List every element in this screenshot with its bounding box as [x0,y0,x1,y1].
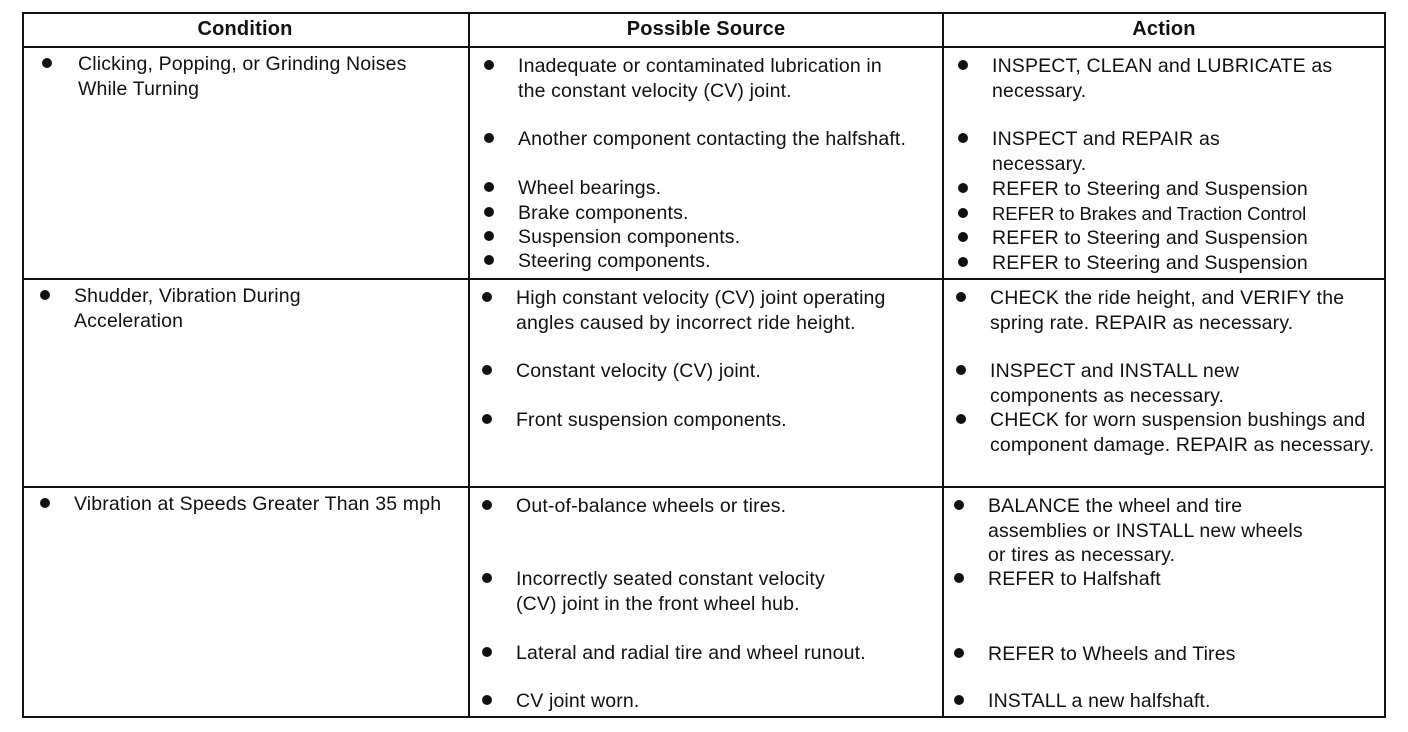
bullet-icon [482,647,492,657]
bullet-icon [954,648,964,658]
action-text: INSTALL a new halfshaft. [988,690,1211,712]
bullet-icon [42,58,52,68]
source-text: Lateral and radial tire and wheel runout. [516,642,866,664]
bullet-icon [484,231,494,241]
action-text: REFER to Halfshaft [988,568,1161,590]
action-text: INSPECT, CLEAN and LUBRICATE as necessary. [992,55,1333,102]
row-divider-2 [22,486,1386,488]
troubleshooting-table [22,12,1386,718]
table-bottom-border [22,716,1386,718]
action-text: INSPECT and REPAIR as necessary. [992,128,1220,175]
bullet-icon [482,500,492,510]
bullet-icon [482,365,492,375]
action-text: REFER to Wheels and Tires [988,643,1236,665]
source-text: Another component contacting the halfshaft. [518,128,907,150]
source-text: Incorrectly seated constant velocity (CV) joint in the front wheel hub. [516,568,825,615]
bullet-icon [958,183,968,193]
table-left-border [22,12,24,718]
source-text: Inadequate or contaminated lubrication in the constant velocity (CV) joint. [518,55,882,102]
source-text: Steering components. [518,250,711,272]
source-text: Suspension components. [518,226,741,248]
bullet-icon [958,60,968,70]
action-text: INSPECT and INSTALL new components as necessary. [990,360,1240,407]
bullet-icon [482,573,492,583]
bullet-icon [484,207,494,217]
column-divider-2 [942,12,944,718]
bullet-icon [956,365,966,375]
bullet-icon [482,695,492,705]
bullet-icon [958,208,968,218]
action-text: CHECK for worn suspension bushings and component damage. REPAIR as necessary. [990,409,1375,456]
bullet-icon [958,232,968,242]
source-text: Brake components. [518,202,689,224]
bullet-icon [482,292,492,302]
header-possible-source: Possible Source [626,17,786,40]
source-text: Out-of-balance wheels or tires. [516,495,787,517]
action-text: REFER to Steering and Suspension [992,178,1308,200]
source-text: Front suspension components. [516,409,787,431]
condition-text: Vibration at Speeds Greater Than 35 mph [74,493,442,515]
header-condition: Condition [197,17,293,40]
header-divider [22,46,1386,48]
bullet-icon [482,414,492,424]
bullet-icon [484,60,494,70]
bullet-icon [956,414,966,424]
bullet-icon [40,290,50,300]
action-text: BALANCE the wheel and tire assemblies or INSTALL new wheels or tires as necessary. [988,495,1303,566]
bullet-icon [958,133,968,143]
condition-text: Clicking, Popping, or Grinding Noises While Turning [78,53,407,100]
source-text: Constant velocity (CV) joint. [516,360,761,382]
bullet-icon [958,257,968,267]
bullet-icon [954,695,964,705]
source-text: High constant velocity (CV) joint operating angles caused by incorrect ride height. [516,287,886,334]
source-text: CV joint worn. [516,690,640,712]
bullet-icon [40,498,50,508]
action-text: REFER to Steering and Suspension [992,227,1308,249]
action-text: CHECK the ride height, and VERIFY the spring rate. REPAIR as necessary. [990,287,1345,334]
action-text: REFER to Brakes and Traction Control [992,203,1307,224]
bullet-icon [954,573,964,583]
source-text: Wheel bearings. [518,177,662,199]
column-divider-1 [468,12,470,718]
action-text: REFER to Steering and Suspension [992,252,1308,274]
bullet-icon [954,500,964,510]
bullet-icon [484,182,494,192]
table-right-border [1384,12,1386,718]
bullet-icon [484,133,494,143]
condition-text: Shudder, Vibration During Acceleration [74,285,301,332]
row-divider-1 [22,278,1386,280]
bullet-icon [484,255,494,265]
bullet-icon [956,292,966,302]
header-action: Action [1132,17,1196,40]
